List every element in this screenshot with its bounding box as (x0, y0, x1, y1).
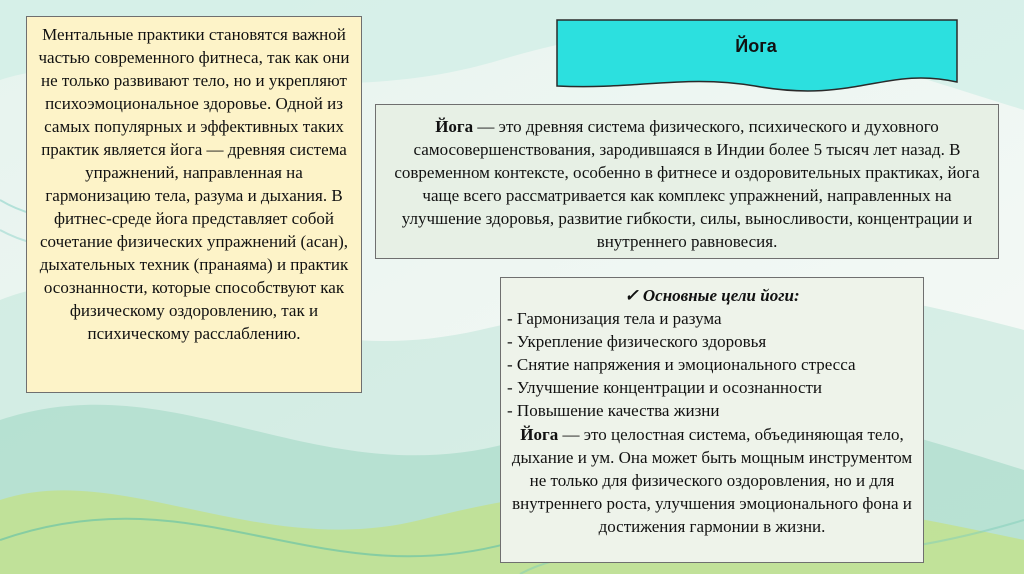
summary-text: — это целостная система, объединяющая тело, дыхание и ум. Она может быть мощным инструментом не только для физического оздоровления, но и для внутреннего роста, улучшения эмоционального фона и достижения гармонии в жизни. (511, 425, 913, 536)
definition-term: Йога (435, 117, 474, 136)
intro-text: Ментальные практики становятся важной частью современного фитнеса, так как они не только развивают тело, но и укрепляют психоэмоциональное здоровье. Одной из самых популярных и эффективных таких практик является йога — древняя система упражнений, направленная на гармонизацию тела, разума и дыхания. В фитнес-среде йога представляет собой сочетание физических упражнений (асан), дыхательных техник (пранаяма) и практик осознанности, которые способствуют как физическому оздоровлению, так и психическому расслаблению. (38, 25, 350, 343)
definition-panel (375, 104, 999, 259)
goals-title-text: Основные цели йоги: (642, 286, 800, 305)
summary-term: Йога (520, 425, 559, 444)
banner-title: Йога (735, 36, 777, 56)
intro-panel (26, 16, 362, 393)
goals-title (507, 284, 917, 307)
goals-summary (507, 423, 917, 538)
goal-item: - Повышение качества жизни (507, 401, 720, 420)
goal-item: - Улучшение концентрации и осознанности (507, 378, 823, 397)
goals-panel (500, 277, 924, 563)
goals-list (507, 307, 917, 422)
goal-item: - Снятие напряжения и эмоционального стресса (507, 355, 856, 374)
goal-item: - Гармонизация тела и разума (507, 309, 722, 328)
definition-text: — это древняя система физического, психического и духовного самосовершенствования, зародившаяся в Индии более 5 тысяч лет назад. В современном контексте, особенно в фитнесе и оздоровительных практиках, йога чаще всего рассматривается как комплекс упражнений, направленных на улучшение здоровья, развитие гибкости, силы, выносливости, концентрации и внутреннего равновесия. (394, 117, 980, 251)
goal-item: - Укрепление физического здоровья (507, 332, 767, 351)
check-icon: ✓ (624, 286, 639, 305)
